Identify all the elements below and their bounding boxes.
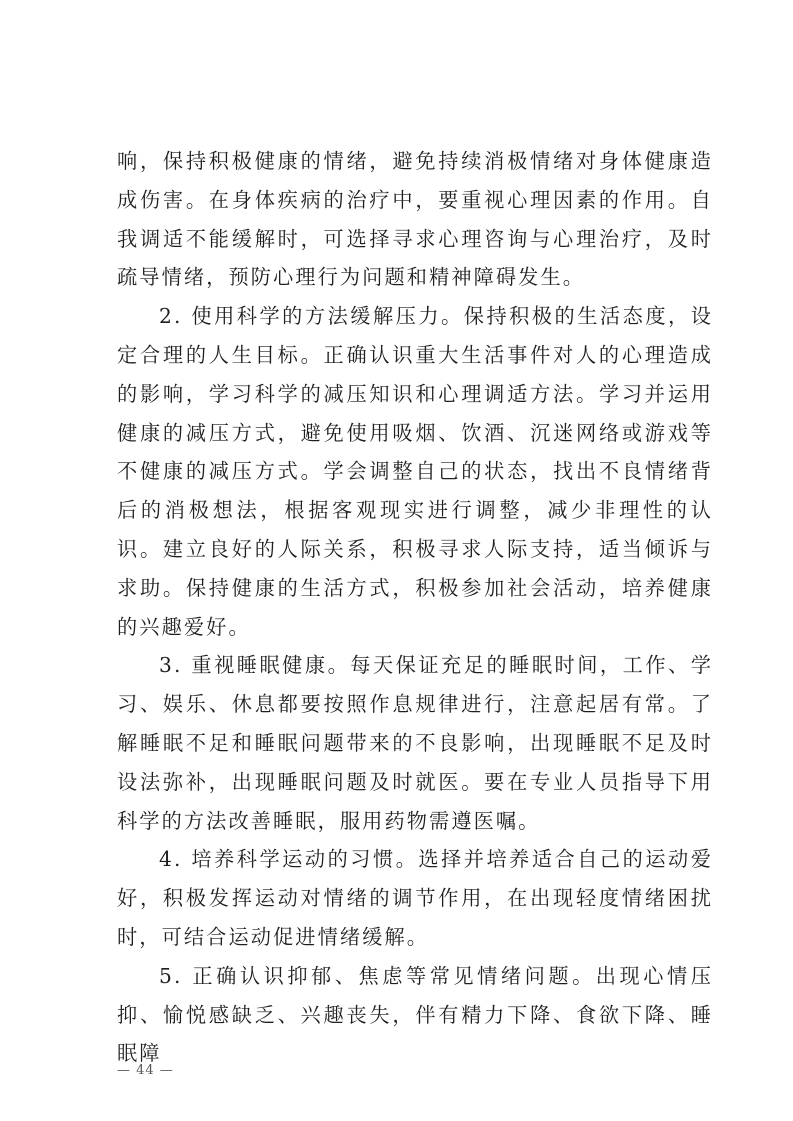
- paragraph-item-2: 2. 使用科学的方法缓解压力。保持积极的生活态度，设定合理的人生目标。正确认识重大生活事件对人的心理造成的影响，学习科学的减压知识和心理调适方法。学习并运用健康的减压方式，避免使用吸烟、饮酒、沉迷网络或游戏等不健康的减压方式。学会调整自己的状态，找出不良情绪背后的消极想法，根据客观现实进行调整，减少非理性的认识。建立良好的人际关系，积极寻求人际支持，适当倾诉与求助。保持健康的生活方式，积极参加社会活动，培养健康的兴趣爱好。: [117, 304, 713, 639]
- body-text: [117, 142, 713, 1073]
- paragraph-item-3: 3. 重视睡眠健康。每天保证充足的睡眠时间，工作、学习、娱乐、休息都要按照作息规律进行，注意起居有常。了解睡眠不足和睡眠问题带来的不良影响，出现睡眠不足及时设法弥补，出现睡眠问题及时就医。要在专业人员指导下用科学的方法改善睡眠，服用药物需遵医嘱。: [117, 653, 713, 833]
- paragraph-continuation: 响，保持积极健康的情绪，避免持续消极情绪对身体健康造成伤害。在身体疾病的治疗中，要重视心理因素的作用。自我调适不能缓解时，可选择寻求心理咨询与心理治疗，及时疏导情绪，预防心理行为问题和精神障碍发生。: [117, 149, 713, 290]
- page-number: — 44 —: [117, 1063, 174, 1078]
- paragraph-item-5: 5. 正确认识抑郁、焦虑等常见情绪问题。出现心情压抑、愉悦感缺乏、兴趣丧失，伴有精力下降、食欲下降、睡眠障: [117, 963, 713, 1066]
- paragraph-item-4: 4. 培养科学运动的习惯。选择并培养适合自己的运动爱好，积极发挥运动对情绪的调节作用，在出现轻度情绪困扰时，可结合运动促进情绪缓解。: [117, 847, 713, 949]
